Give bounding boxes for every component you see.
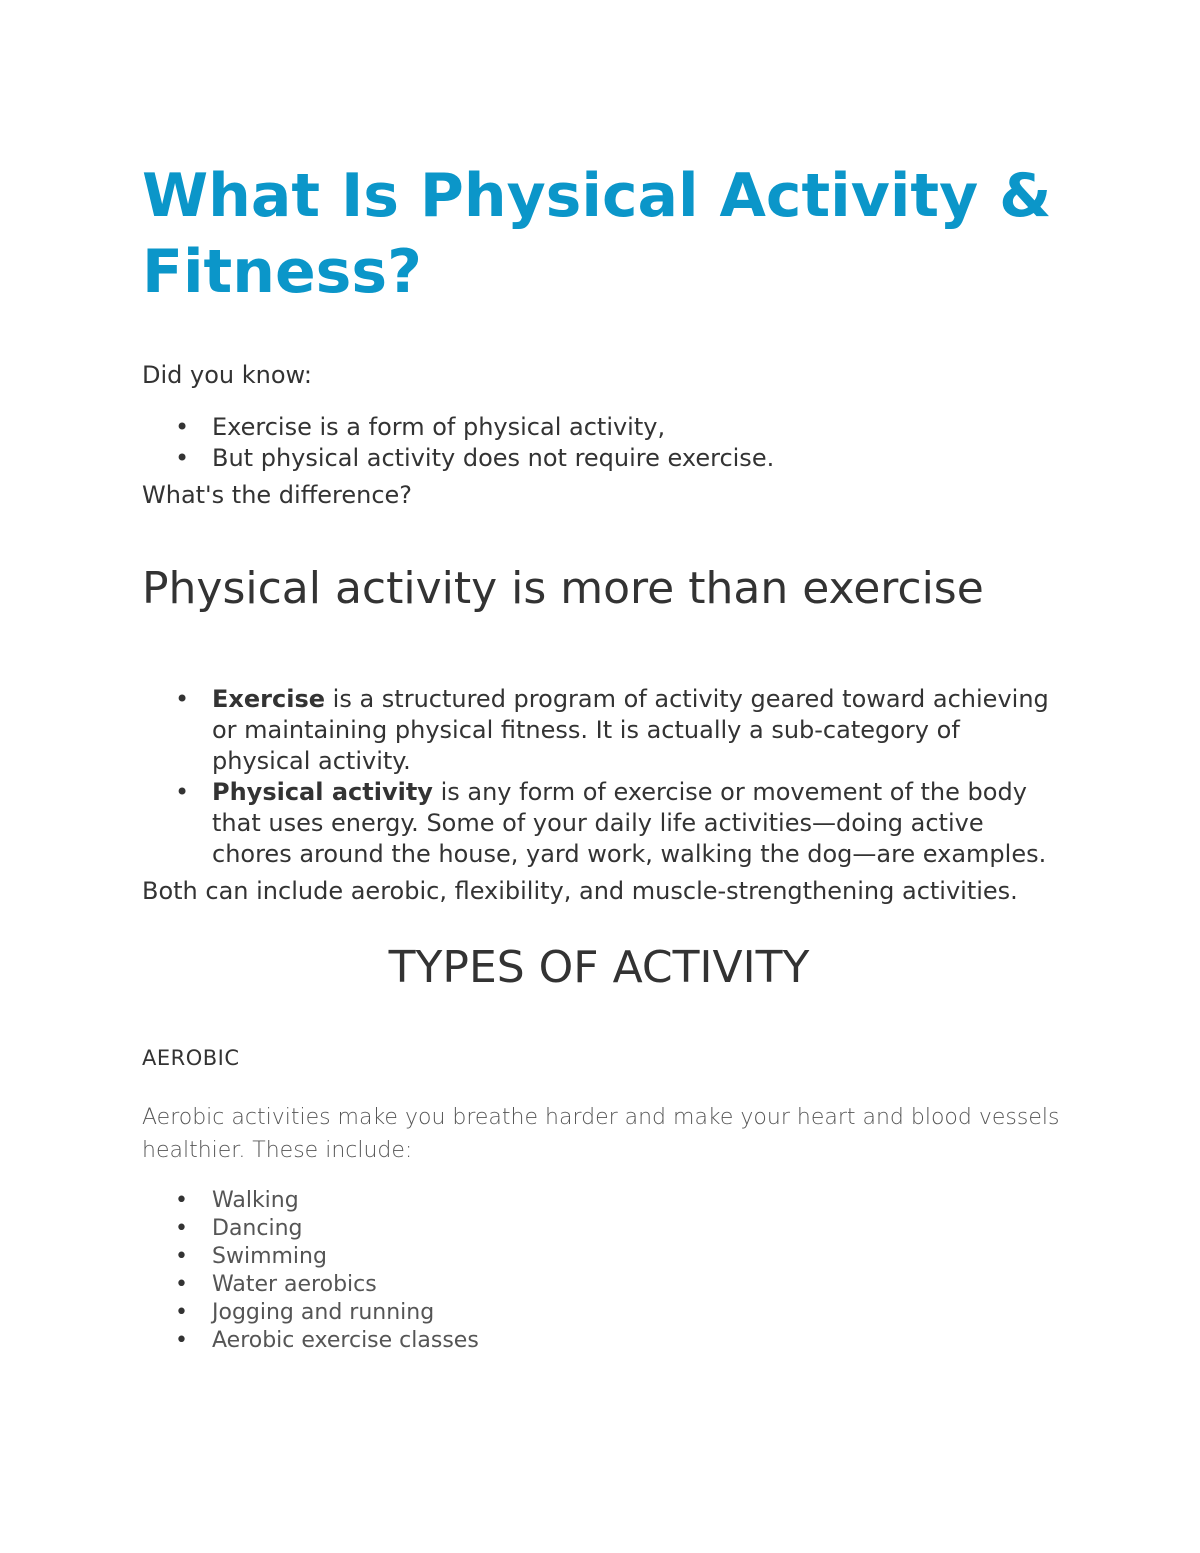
list-item (142, 1299, 1062, 1327)
list-item-text: Aerobic exercise classes (212, 1328, 479, 1353)
list-item (142, 684, 1062, 777)
bullet-icon: • (175, 685, 190, 713)
list-item-text: Exercise is a form of physical activity, (212, 413, 666, 441)
list-item (142, 1215, 1062, 1243)
list-item (142, 1187, 1062, 1215)
aerobic-heading: AEROBIC (142, 1046, 240, 1070)
section-summary: Both can include aerobic, flexibility, and muscle-strengthening activities. (142, 877, 1018, 905)
bullet-icon: • (175, 1328, 188, 1353)
bullet-icon: • (175, 1188, 188, 1213)
definition-term: Exercise (212, 685, 326, 713)
bullet-icon: • (175, 413, 190, 441)
list-item (142, 1271, 1062, 1299)
bullet-icon: • (175, 778, 190, 806)
list-item-text: But physical activity does not require exercise. (212, 444, 775, 472)
intro-question: What's the difference? (142, 481, 413, 509)
aerobic-description: Aerobic activities make you breathe harder and make your heart and blood vessels healthier. These include: (142, 1105, 1060, 1163)
list-item-text: Dancing (212, 1216, 303, 1241)
list-item (142, 412, 1062, 443)
list-item (142, 443, 1062, 474)
definition-text: is any form of exercise or movement of the body that uses energy. Some of your daily life activities—doing active chores around the house, yard work, walking the dog—are examples. (212, 778, 1047, 868)
bullet-icon: • (175, 1272, 188, 1297)
list-item-text: Walking (212, 1188, 299, 1213)
bullet-icon: • (175, 1244, 188, 1269)
document-content (142, 158, 1062, 1355)
aerobic-list (142, 1187, 1062, 1355)
bullet-icon: • (175, 444, 190, 472)
section-heading: Physical activity is more than exercise (142, 563, 984, 614)
intro-bullet-list (142, 412, 1062, 474)
types-heading: TYPES OF ACTIVITY (388, 942, 810, 993)
list-item-text: Jogging and running (212, 1300, 435, 1325)
definition-text: is a structured program of activity geared toward achieving or maintaining physical fitness. It is actually a sub-category of physical activity. (212, 685, 1049, 775)
definition-list (142, 684, 1062, 870)
list-item (142, 777, 1062, 870)
list-item-text: Swimming (212, 1244, 327, 1269)
bullet-icon: • (175, 1216, 188, 1241)
list-item (142, 1327, 1062, 1355)
list-item (142, 1243, 1062, 1271)
bullet-icon: • (175, 1300, 188, 1325)
intro-lead: Did you know: (142, 361, 312, 389)
definition-term: Physical activity (212, 778, 433, 806)
list-item-text: Water aerobics (212, 1272, 377, 1297)
page-title: What Is Physical Activity & Fitness? (142, 161, 1052, 307)
